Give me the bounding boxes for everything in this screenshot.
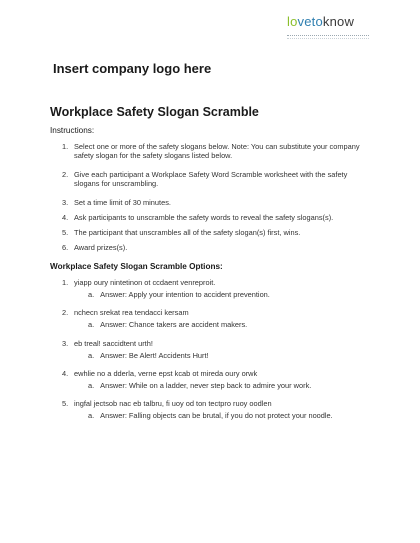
instruction-item: 6. Award prizes(s). [62,243,128,252]
scramble-text: eb treal! saccidtent urth! [74,339,153,348]
brand-tagline [287,35,369,39]
answer-line: a. Answer: While on a ladder, never step back to admire your work. [88,381,312,390]
instruction-item: 2. Give each participant a Workplace Safety Word Scramble worksheet with the safety slogans for unscrambling. [62,170,348,188]
brand-wordmark: lovetoknow [287,14,355,29]
instruction-item: 1. Select one or more of the safety slogans below. Note: You can substitute your company safety slogan for the safety slogans listed below. [62,142,360,160]
scramble-option: 3. eb treal! saccidtent urth! a. Answer: Be Alert! Accidents Hurt! [62,339,209,360]
scramble-text: ingfal jectsob nac eb talbru, fi uoy od ton tectpro ruoy oodlen [74,399,272,408]
answer-line: a. Answer: Chance takers are accident makers. [88,320,248,329]
instruction-item: 4. Ask participants to unscramble the safety words to reveal the safety slogans(s). [62,213,334,222]
instruction-item: 3. Set a time limit of 30 minutes. [62,198,171,207]
answer-line: a. Answer: Apply your intention to accident prevention. [88,290,270,299]
answer-line: a. Answer: Be Alert! Accidents Hurt! [88,351,209,360]
scramble-option: 2. nchecn srekat rea tendacci kersam a. Answer: Chance takers are accident makers. [62,308,248,329]
document-title: Workplace Safety Slogan Scramble [50,105,259,119]
lovetoknow-logo [287,14,387,39]
scramble-option: 5. ingfal jectsob nac eb talbru, fi uoy od ton tectpro ruoy oodlen a. Answer: Falling objects can be brutal, if you do not protect your noodle. [62,399,333,420]
scramble-option: 4. ewhlie no a dderla, verne epst kcab ot mireda oury orwk a. Answer: While on a ladder, never step back to admire your work. [62,369,312,390]
scramble-text: ewhlie no a dderla, verne epst kcab ot mireda oury orwk [74,369,258,378]
answer-line: a. Answer: Falling objects can be brutal, if you do not protect your noodle. [88,411,333,420]
instruction-item: 5. The participant that unscrambles all of the safety slogan(s) first, wins. [62,228,301,237]
scramble-text: nchecn srekat rea tendacci kersam [74,308,189,317]
company-logo-placeholder: Insert company logo here [53,61,212,76]
options-heading: Workplace Safety Slogan Scramble Options: [50,262,223,271]
scramble-text: yiapp oury nintetinon ot ccdaent venreproit. [74,278,216,287]
instructions-heading: Instructions: [50,126,95,135]
scramble-option: 1. yiapp oury nintetinon ot ccdaent venreproit. a. Answer: Apply your intention to accident prevention. [62,278,270,299]
